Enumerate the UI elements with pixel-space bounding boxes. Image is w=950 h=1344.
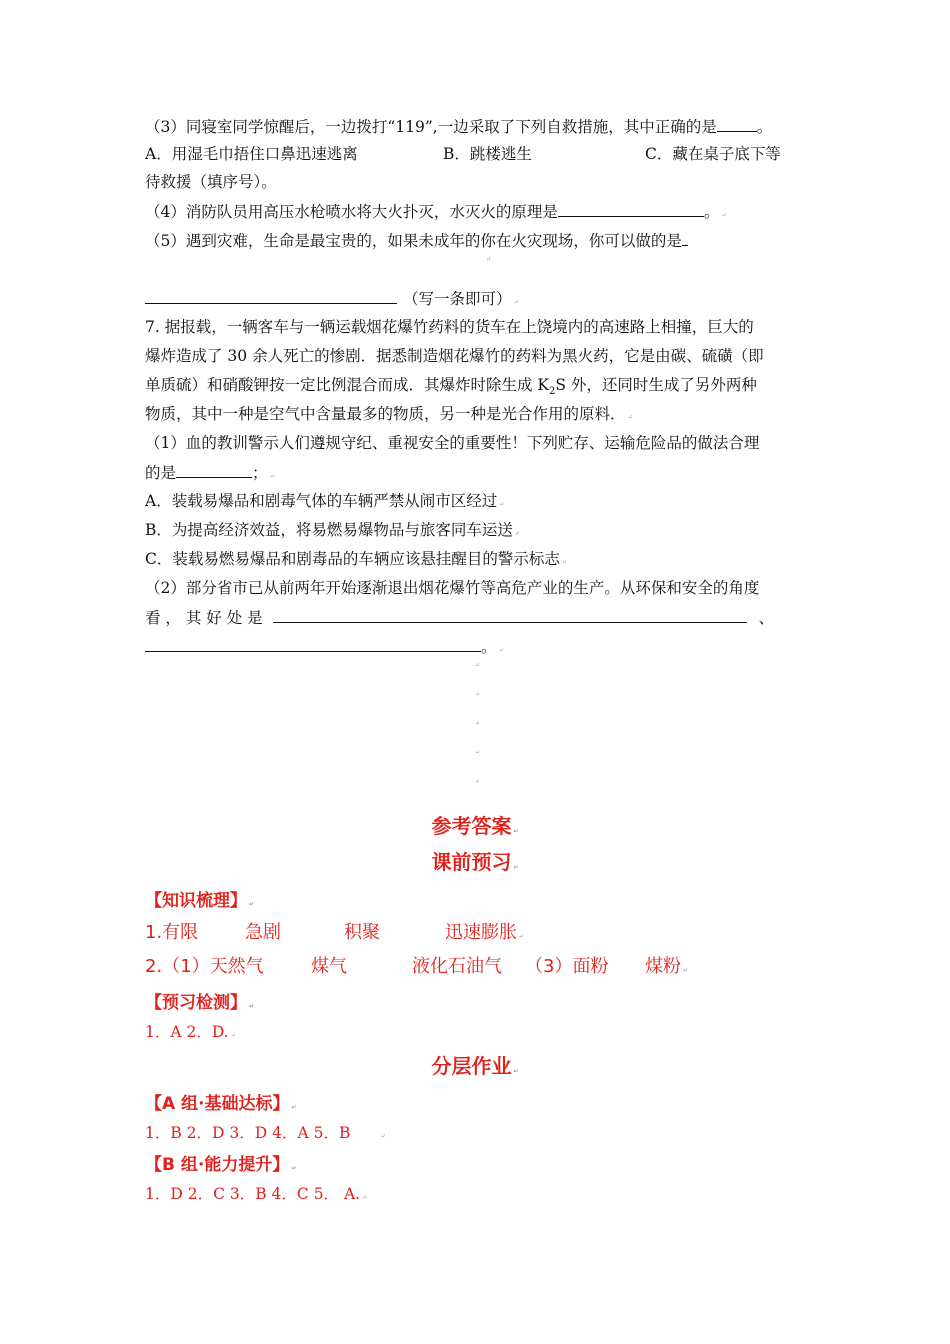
q7-line2: 爆炸造成了 30 余人死亡的惨剧．据悉制造烟花爆竹的药料为黑火药，它是由碳、硫磺（即 [145,347,764,365]
paragraph-mark: ↵ [475,720,481,727]
q7-line1: 7. 据报载，一辆客车与一辆运载烟花爆竹药料的货车在上饶境内的高速路上相撞，巨大的 [145,318,754,336]
group-b-answers: 1．D 2．C 3．B 4．C 5． A. ↵ [145,1185,368,1203]
paragraph-mark: ↵ [475,691,481,698]
option-b: B．跳楼逃生 [443,145,532,163]
option-a: A．用湿毛巾捂住口鼻迅速逃离 [145,145,358,163]
answer-blank[interactable] [558,200,704,217]
q7-part2-b: 看 ， 其 好 处 是 、 [145,606,774,629]
answer-blank-start[interactable] [682,229,688,246]
q7-option-c: C．装载易燃易爆品和剧毒品的车辆应该悬挂醒目的警示标志 ↵ [145,550,567,568]
paragraph-mark: ↵ [475,662,481,669]
q6-part5-line: （写一条即可） ↵ [145,287,519,314]
answer-blank[interactable] [273,606,747,623]
q6-part4: （4）消防队员用高压水枪喷水将大火扑灭，水灭火的原理是 。 ↵ [145,200,726,227]
answers-title: 参考答案 ↵ [431,814,519,838]
knowledge-heading: 【知识梳理】 ↵ [145,891,255,911]
check-heading: 【预习检测】 ↵ [145,993,255,1013]
paragraph-mark: ↵ [475,749,481,756]
group-a-heading: 【A 组·基础达标】 ↵ [145,1094,297,1114]
q7-option-a: A．装载易爆品和剧毒气体的车辆严禁从闹市区经过 ↵ [145,492,505,510]
knowledge-line1: 1.有限 急剧 积聚 迅速膨胀 ↵ [145,922,525,943]
q6-options [145,143,781,165]
q7-line3: 单质硫）和硝酸钾按一定比例混合而成．其爆炸时除生成 $K_2S$ 外，还同时生成了另外两种 [145,376,757,398]
q7-option-b: B．为提高经济效益，将易燃易爆物品与旅客同车运送 ↵ [145,521,520,539]
group-a-answers: 1．B 2．D 3．D 4．A 5．B ↵ [145,1124,386,1142]
group-b-heading: 【B 组·能力提升】 ↵ [145,1155,297,1175]
answer-blank[interactable] [717,115,757,132]
q6-option-c-cont: 待救援（填序号）。 [145,173,277,191]
check-answers: 1．A 2．D. ↵ [145,1023,236,1041]
q7-part2-c: 。 ↵ [145,635,504,662]
q7-part1-a: （1）血的教训警示人们遵规守纪、重视安全的重要性！下列贮存、运输危险品的做法合理 [145,434,760,452]
knowledge-line2: 2.（1）天然气 煤气 液化石油气 （3）面粉 煤粉 ↵ [145,956,689,977]
q7-part2-a: （2）部分省市已从前两年开始逐渐退出烟花爆竹等高危产业的生产。从环保和安全的角度 [145,579,760,597]
answer-blank[interactable] [145,635,481,652]
answer-blank[interactable] [145,287,397,304]
q6-part5: （5）遇到灾难，生命是最宝贵的，如果未成年的你在火灾现场，你可以做的是 [145,229,688,252]
option-c: C．藏在桌子底下等 [645,145,781,163]
section-homework-title: 分层作业 ↵ [431,1054,519,1078]
answer-blank[interactable] [176,461,252,478]
q7-line4: 物质，其中一种是空气中含量最多的物质，另一种是光合作用的原料． ↵ [145,405,633,423]
paragraph-mark: ↵ [486,256,492,263]
paragraph-mark: ↵ [475,778,481,785]
q7-part1-b: 的是 ； ↵ [145,461,275,488]
section-preview-title: 课前预习 ↵ [431,850,519,874]
q6-part3: （3）同寝室同学惊醒后，一边拨打“119”,一边采取了下列自救措施，其中正确的是 。 [145,115,772,138]
